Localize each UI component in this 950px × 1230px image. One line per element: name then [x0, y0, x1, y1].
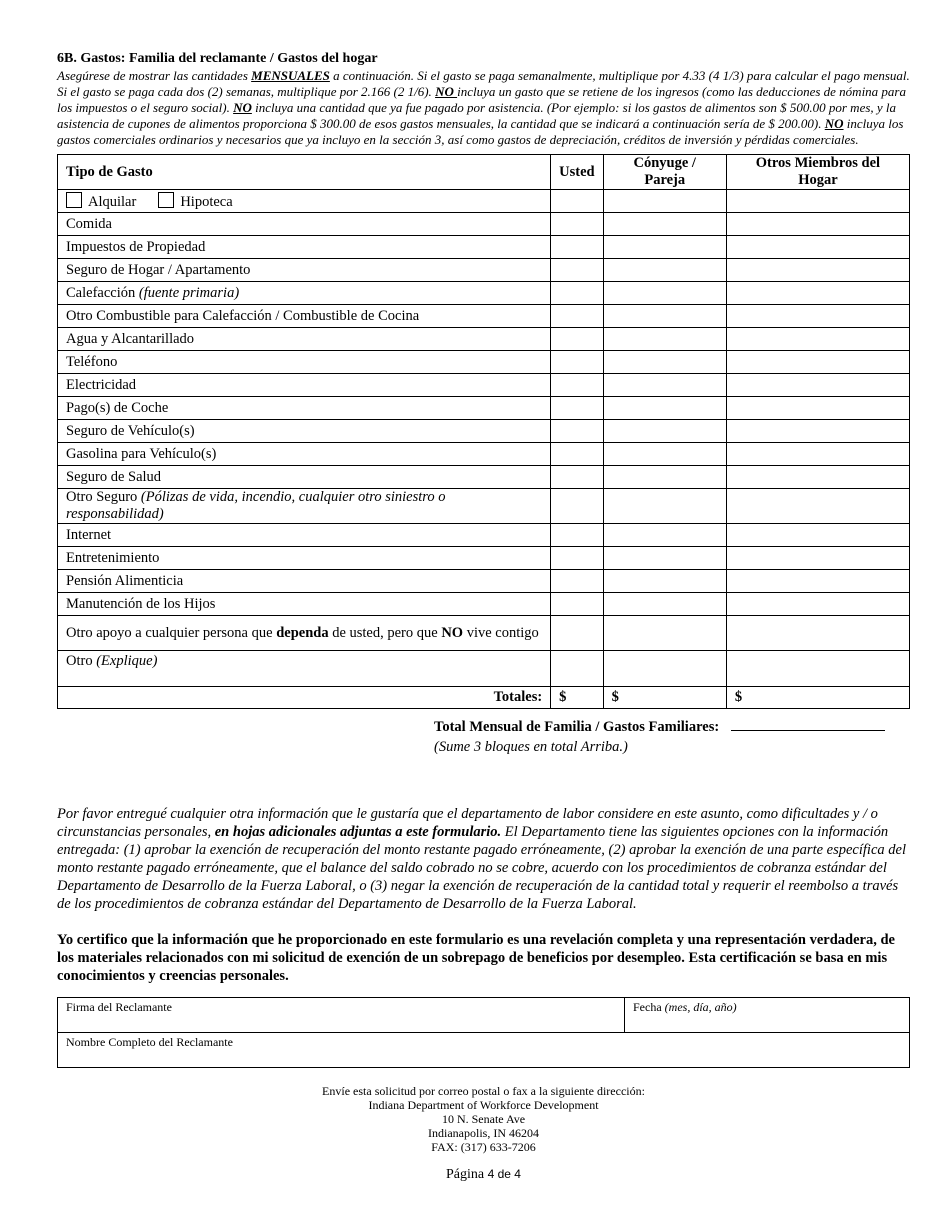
table-row: [58, 547, 910, 570]
signature-table: [57, 997, 910, 1068]
table-row: [58, 593, 910, 616]
expense-label: Entretenimiento: [58, 547, 551, 570]
expense-label: Gasolina para Vehículo(s): [58, 443, 551, 466]
other-amount-cell[interactable]: [726, 282, 909, 305]
other-amount-cell[interactable]: [726, 651, 909, 687]
spouse-amount-cell[interactable]: [603, 397, 726, 420]
you-amount-cell[interactable]: [551, 236, 603, 259]
you-total-cell[interactable]: [551, 687, 603, 709]
grand-total-label: Total Mensual de Familia / Gastos Familiares:: [434, 719, 720, 735]
other-amount-cell[interactable]: [726, 259, 909, 282]
you-amount-cell[interactable]: [551, 443, 603, 466]
spouse-amount-cell[interactable]: [603, 305, 726, 328]
spouse-amount-cell[interactable]: [603, 213, 726, 236]
expense-label-other-insurance: Otro Seguro (Pólizas de vida, incendio, cualquier otro siniestro o responsabilidad): [58, 489, 551, 524]
other-amount-cell[interactable]: [726, 443, 909, 466]
other-amount-cell[interactable]: [726, 524, 909, 547]
you-amount-cell[interactable]: [551, 593, 603, 616]
other-amount-cell[interactable]: [726, 547, 909, 570]
table-row-other-support: [58, 616, 910, 651]
rent-label: Alquilar: [88, 193, 137, 210]
table-row: [58, 397, 910, 420]
expense-label-other: Otro (Explique): [58, 651, 551, 687]
spouse-amount-cell[interactable]: [603, 593, 726, 616]
you-amount-cell[interactable]: [551, 259, 603, 282]
you-amount-cell[interactable]: [551, 351, 603, 374]
spouse-total-cell[interactable]: [603, 687, 726, 709]
currency-sign: $: [559, 689, 567, 705]
you-amount-cell[interactable]: [551, 213, 603, 236]
you-amount-cell[interactable]: [551, 489, 603, 524]
other-amount-cell[interactable]: [726, 213, 909, 236]
table-row-other: [58, 651, 910, 687]
certification-statement: Yo certifico que la información que he proporcionado en este formulario es una revelación completa y una representación verdadera, de los materiales relacionados con mi solicitud de exención de un sobrepago de beneficios por desempleo. Esta certificación se basa en mis conocimientos y creencias personales.: [57, 932, 895, 984]
expense-label-heating: Calefacción (fuente primaria): [58, 282, 551, 305]
date-field[interactable]: [625, 998, 910, 1033]
table-row: [58, 443, 910, 466]
you-amount-cell[interactable]: [551, 305, 603, 328]
you-amount-cell[interactable]: [551, 374, 603, 397]
form-page: [57, 50, 910, 1183]
expense-label: Internet: [58, 524, 551, 547]
expense-label: Otro Combustible para Calefacción / Combustible de Cocina: [58, 305, 551, 328]
table-row: [58, 328, 910, 351]
mailing-fax: FAX: (317) 633-7206: [431, 1140, 536, 1154]
you-amount-cell[interactable]: [551, 570, 603, 593]
rent-mortgage-options: [58, 190, 551, 213]
header-expense-type: Tipo de Gasto: [58, 155, 551, 190]
totals-label: Totales:: [58, 687, 551, 709]
expense-label: Seguro de Salud: [58, 466, 551, 489]
full-name-field[interactable]: [58, 1033, 910, 1068]
table-row: [58, 374, 910, 397]
currency-sign: $: [734, 689, 743, 705]
you-amount-cell[interactable]: [551, 651, 603, 687]
other-amount-cell[interactable]: [726, 616, 909, 651]
table-row: [58, 351, 910, 374]
mortgage-label: Hipoteca: [180, 193, 233, 210]
header-spouse: Cónyuge / Pareja: [603, 155, 726, 190]
other-amount-cell[interactable]: [726, 305, 909, 328]
signature-label: Firma del Reclamante: [66, 1000, 172, 1014]
currency-sign: $: [611, 689, 619, 705]
table-row: [58, 282, 910, 305]
table-row: [58, 466, 910, 489]
table-row: [58, 259, 910, 282]
mailing-instruction: Envíe esta solicitud por correo postal o fax a la siguiente dirección:: [322, 1084, 645, 1098]
table-header-row: [58, 155, 910, 190]
spouse-amount-cell[interactable]: [603, 547, 726, 570]
expense-label: Pensión Alimenticia: [58, 570, 551, 593]
you-amount-cell[interactable]: [551, 616, 603, 651]
table-row: [58, 213, 910, 236]
spouse-amount-cell[interactable]: [603, 489, 726, 524]
spouse-amount-cell[interactable]: [603, 443, 726, 466]
you-amount-cell[interactable]: [551, 282, 603, 305]
spouse-amount-cell[interactable]: [603, 420, 726, 443]
other-amount-cell[interactable]: [726, 489, 909, 524]
rent-checkbox[interactable]: [66, 192, 82, 208]
spouse-amount-cell[interactable]: [603, 374, 726, 397]
expense-label: Electricidad: [58, 374, 551, 397]
you-amount-cell[interactable]: [551, 420, 603, 443]
heating-note: (fuente primaria): [138, 284, 240, 301]
expense-label: Teléfono: [58, 351, 551, 374]
expense-label: Manutención de los Hijos: [58, 593, 551, 616]
other-insurance-note: (Pólizas de vida, incendio, cualquier otro siniestro o responsabilidad): [66, 489, 446, 522]
expense-label: Seguro de Hogar / Apartamento: [58, 259, 551, 282]
other-amount-cell[interactable]: [726, 190, 909, 213]
table-row-totals: [58, 687, 910, 709]
table-row: [58, 524, 910, 547]
full-name-label: Nombre Completo del Reclamante: [66, 1035, 233, 1049]
spouse-amount-cell[interactable]: [603, 282, 726, 305]
mailing-street: 10 N. Senate Ave: [441, 1112, 526, 1126]
other-amount-cell[interactable]: [726, 236, 909, 259]
other-amount-cell[interactable]: [726, 570, 909, 593]
other-total-cell[interactable]: [726, 687, 909, 709]
table-row: [58, 570, 910, 593]
spouse-amount-cell[interactable]: [603, 466, 726, 489]
expense-label: Pago(s) de Coche: [58, 397, 551, 420]
page-number: Página 4 de 4: [446, 1167, 521, 1182]
other-amount-cell[interactable]: [726, 593, 909, 616]
grand-total: [434, 716, 910, 757]
table-row-rent-mortgage: [58, 190, 910, 213]
other-amount-cell[interactable]: [726, 328, 909, 351]
table-row: [58, 236, 910, 259]
spouse-amount-cell[interactable]: [603, 524, 726, 547]
header-other-members: Otros Miembros del Hogar: [726, 155, 909, 190]
expense-table: [57, 154, 910, 709]
you-amount-cell[interactable]: [551, 190, 603, 213]
grand-total-field[interactable]: [731, 716, 885, 731]
you-amount-cell[interactable]: [551, 328, 603, 351]
signature-field[interactable]: [58, 998, 625, 1033]
table-row: [58, 305, 910, 328]
date-format-note: (mes, día, año): [664, 1000, 737, 1014]
spouse-amount-cell[interactable]: [603, 236, 726, 259]
spouse-amount-cell[interactable]: [603, 651, 726, 687]
section-title: 6B. Gastos: Familia del reclamante / Gastos del hogar: [57, 51, 378, 66]
you-amount-cell[interactable]: [551, 547, 603, 570]
expense-label: Impuestos de Propiedad: [58, 236, 551, 259]
section-instructions: Asegúrese de mostrar las cantidades MENSUALES a continuación. Si el gasto se paga semanalmente, multiplique por 4.33 (4 1/3) para calcular el pago mensual. Si el gasto se paga cada dos (2) semanas, multiplique por 2.166 (2 1/6). NO incluya un gasto que se retiene de los ingresos (como las deducciones de nómina para los impuestos o el seguro social). NO incluya una cantidad que ya fue pagado por asistencia. (Por ejemplo: si los gastos de alimentos son $ 500.00 por mes, y la asistencia de cupones de alimentos proporciona $ 300.00 de esos gastos mensuales, la cantidad que se indicará a continuación sería de $ 200.00). NO incluya los gastos comerciales ordinarios y necesarios que ya incluyo en la sección 3, así como gastos de depreciación, créditos de inversión y pérdidas comerciales.: [57, 68, 910, 147]
you-amount-cell[interactable]: [551, 524, 603, 547]
other-amount-cell[interactable]: [726, 466, 909, 489]
spouse-amount-cell[interactable]: [603, 570, 726, 593]
spouse-amount-cell[interactable]: [603, 190, 726, 213]
mailing-city: Indianapolis, IN 46204: [428, 1126, 539, 1140]
date-label: Fecha: [633, 1000, 665, 1014]
grand-total-note: (Sume 3 bloques en total Arriba.): [434, 739, 628, 755]
you-amount-cell[interactable]: [551, 397, 603, 420]
mailing-address: [57, 1084, 910, 1154]
expense-label: Agua y Alcantarillado: [58, 328, 551, 351]
you-amount-cell[interactable]: [551, 466, 603, 489]
spouse-amount-cell[interactable]: [603, 259, 726, 282]
expense-label-other-support: Otro apoyo a cualquier persona que dependa de usted, pero que NO vive contigo: [58, 616, 551, 651]
other-amount-cell[interactable]: [726, 351, 909, 374]
additional-info-paragraph: Por favor entregué cualquier otra información que le gustaría que el departamento de labor considere en este asunto, como dificultades y / o circunstancias personales, en hojas adicionales adjuntas a este formulario. El Departamento tiene las siguientes opciones con la información entregada: (1) aprobar la exención de recuperación del monto restante pagado erróneamente, (2) aprobar la exención de una parte específica del monto restante pagado erróneamente, que el balance del saldo cobrado no se cobre, acuerdo con los procedimientos de cobranza estándar del Departamento de Desarrollo de la Fuerza Laboral, o (3) negar la exención de recuperación de la cantidad total y requerir el reembolso a través de los procedimientos de cobranza estándar del Departamento de Desarrollo de la Fuerza Laboral.: [57, 806, 906, 912]
spouse-amount-cell[interactable]: [603, 616, 726, 651]
expense-label: Comida: [58, 213, 551, 236]
header-you: Usted: [551, 155, 603, 190]
other-amount-cell[interactable]: [726, 374, 909, 397]
mailing-org: Indiana Department of Workforce Development: [368, 1098, 599, 1112]
table-row: [58, 420, 910, 443]
mortgage-checkbox[interactable]: [158, 192, 174, 208]
other-amount-cell[interactable]: [726, 397, 909, 420]
spouse-amount-cell[interactable]: [603, 328, 726, 351]
table-row: [58, 489, 910, 524]
spouse-amount-cell[interactable]: [603, 351, 726, 374]
other-amount-cell[interactable]: [726, 420, 909, 443]
expense-label: Seguro de Vehículo(s): [58, 420, 551, 443]
